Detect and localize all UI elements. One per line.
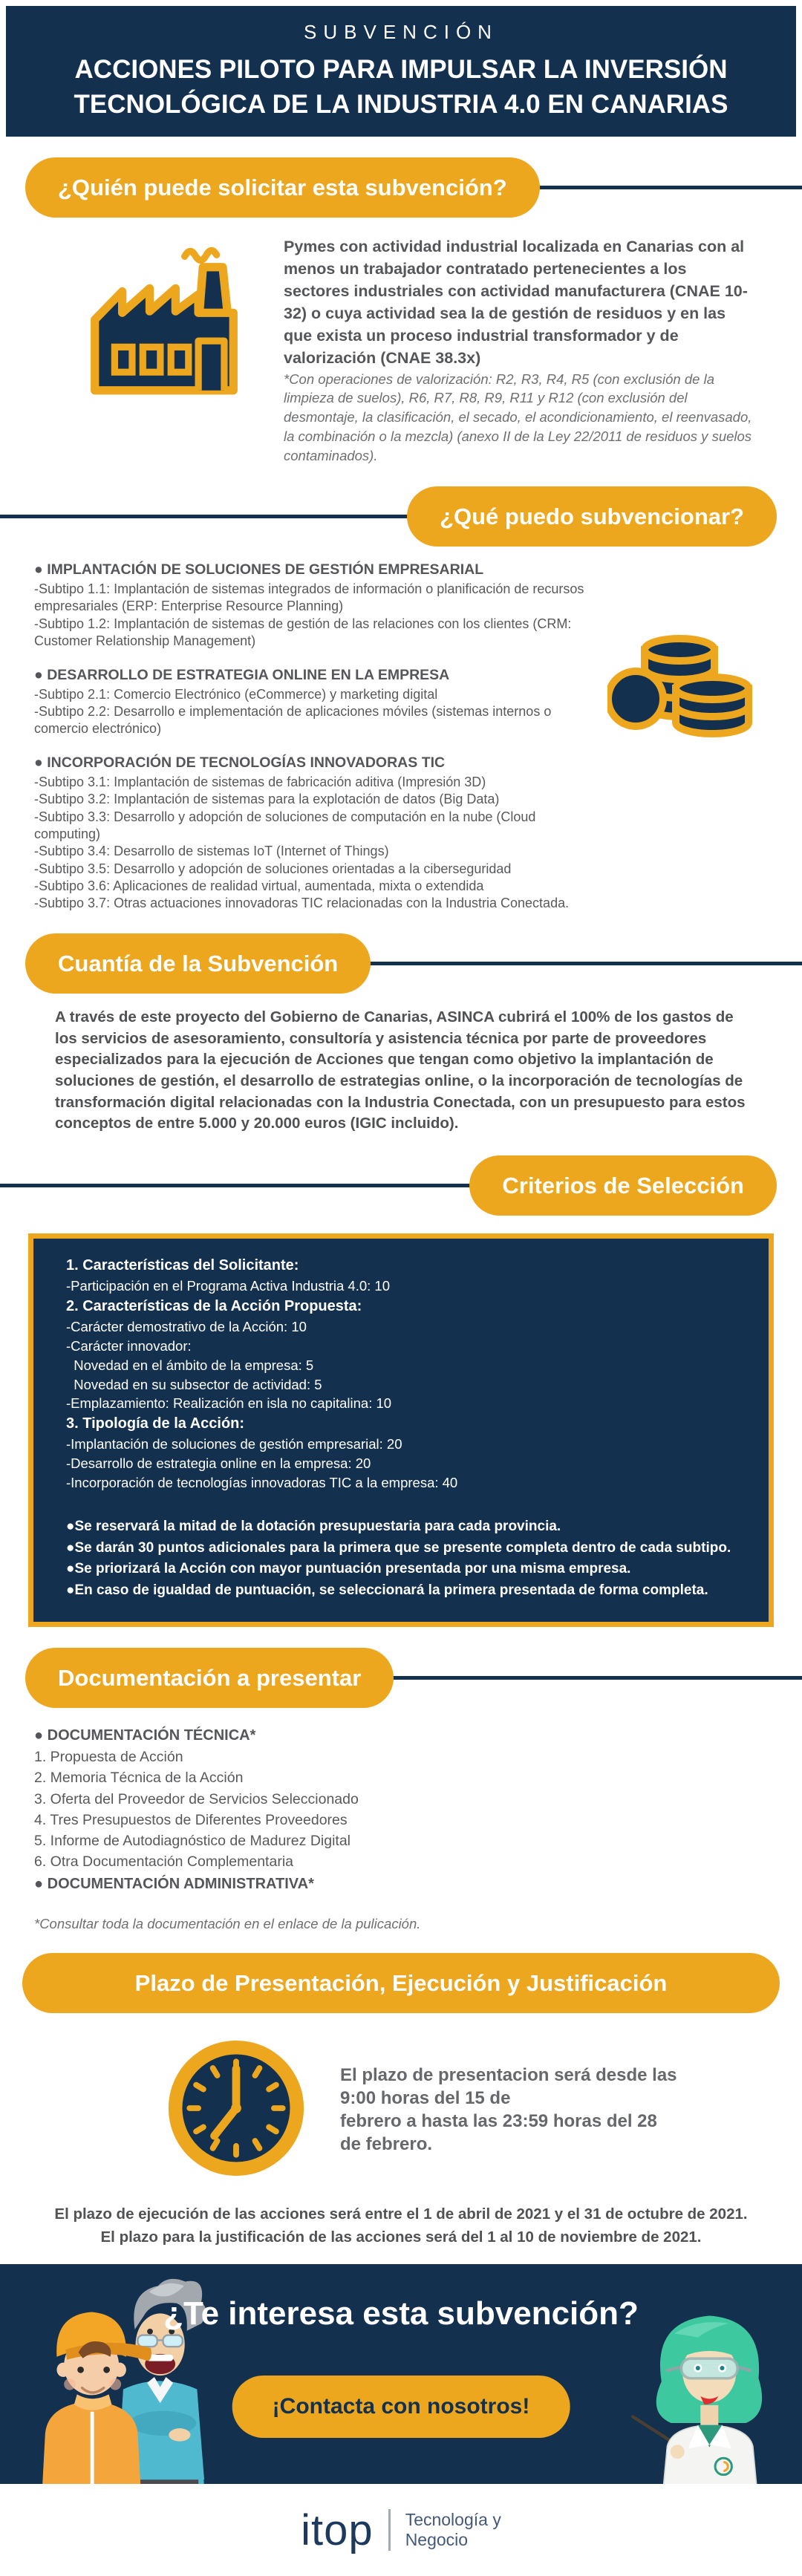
logo-tagline-line2: Negocio xyxy=(405,2530,469,2550)
header-rule xyxy=(519,186,802,189)
cta-section xyxy=(0,2264,802,2484)
list-item: -Subtipo 2.1: Comercio Electrónico (eCommerce) y marketing digital xyxy=(34,686,438,702)
criteria-item: -Implantación de soluciones de gestión empresarial: 20 xyxy=(66,1436,402,1452)
list-item: -Subtipo 3.2: Implantación de sistemas para la explotación de datos (Big Data) xyxy=(34,792,500,807)
amount-paragraph: A través de este proyecto del Gobierno de Canarias, ASINCA cubrirá el 100% de los gastos de los servicios de asesoramiento, consultoría y asistencia técnica por parte de proveedores especializados para la ejecución de Acciones que tengan como objetivo la implantación de soluciones de gestión, el desarrollo de estrategias online, o la incorporación de tecnologías de transformación digital relacionadas con la Industria Conectada, con un presupuesto para estos conceptos de entre 5.000 y 20.000 euros (IGIC incluido). xyxy=(55,1008,746,1132)
deadline-content xyxy=(0,2013,802,2185)
criteria-item: -Participación en el Programa Activa Industria 4.0: 10 xyxy=(66,1278,391,1294)
header-rule xyxy=(373,1676,802,1680)
subsidy-group-heading: ● INCORPORACIÓN DE TECNOLOGÍAS INNOVADORAS TIC xyxy=(34,754,446,771)
list-item: 3. Oferta del Proveedor de Servicios Seleccionado xyxy=(34,1790,359,1807)
section-header-docs xyxy=(0,1648,802,1708)
section-criteria xyxy=(0,1155,802,1627)
deadline-footer-line: El plazo de ejecución de las acciones será entre el 1 de abril de 2021 y el 31 de octubre de 2021. xyxy=(54,2205,748,2223)
page-title: ACCIONES PILOTO PARA IMPULSAR LA INVERSIÓN TECNOLÓGICA DE LA INDUSTRIA 4.0 EN CANARIAS xyxy=(74,55,728,119)
criteria-item: -Emplazamiento: Realización en isla no capitalina: 10 xyxy=(66,1395,392,1412)
criteria-item: -Carácter demostrativo de la Acción: 10 xyxy=(66,1318,307,1334)
header-rule xyxy=(350,962,802,965)
section-title-what: ¿Qué puedo subvencionar? xyxy=(407,486,777,547)
criteria-bullet: ●Se priorizará la Acción con mayor puntuación presentada por una misma empresa. xyxy=(66,1561,631,1577)
section-title-who: ¿Quién puede solicitar esta subvención? xyxy=(25,157,540,218)
list-item: 4. Tres Presupuestos de Diferentes Proveedores xyxy=(34,1811,348,1828)
subsidy-group-heading: ● DESARROLLO DE ESTRATEGIA ONLINE EN LA EMPRESA xyxy=(34,666,450,683)
who-content xyxy=(0,218,802,466)
itop-logo: itop xyxy=(301,2505,374,2554)
header-rule xyxy=(0,1184,490,1187)
criteria-bullet: ●En caso de igualdad de puntuación, se seleccionará la primera presentada de forma completa. xyxy=(66,1582,708,1598)
who-text-block xyxy=(284,235,754,466)
criteria-bullets xyxy=(66,1516,736,1601)
logo-divider xyxy=(388,2509,391,2551)
list-item: -Subtipo 3.6: Aplicaciones de realidad virtual, aumentada, mixta o extendida xyxy=(34,878,484,894)
list-item: -Subtipo 1.1: Implantación de sistemas integrados de información o planificación de recursos empresariales (ERP: Enterprise Resource Planning) xyxy=(34,581,584,614)
deadline-footer-line: El plazo para la justificación de las acciones será del 1 al 10 de noviembre de 2021. xyxy=(100,2228,702,2246)
criteria-heading: 2. Características de la Acción Propuesta: xyxy=(66,1297,362,1314)
deadline-line: de febrero. xyxy=(340,2134,433,2155)
contact-button[interactable]: ¡Contacta con nosotros! xyxy=(232,2376,570,2438)
header-rule xyxy=(0,515,428,518)
coins-icon xyxy=(607,620,756,746)
list-item: -Subtipo 3.3: Desarrollo y adopción de soluciones de computación en la nube (Cloud computing) xyxy=(34,809,536,841)
criteria-heading: 3. Tipología de la Acción: xyxy=(66,1415,245,1432)
section-header-criteria xyxy=(0,1155,802,1216)
list-item: -Subtipo 1.2: Implantación de sistemas de gestión de las relaciones con los clientes (CRM: Customer Relationship Management) xyxy=(34,616,572,649)
section-deadline xyxy=(0,1953,802,2250)
deadline-line: febrero a hasta las 23:59 horas del 28 xyxy=(340,2111,657,2132)
deadline-line: El plazo de presentacion será desde las xyxy=(340,2064,677,2085)
criteria-item: Novedad en su subsector de actividad: 5 xyxy=(66,1376,322,1392)
subsidy-group xyxy=(34,667,587,738)
list-item: -Subtipo 3.7: Otras actuaciones innovadoras TIC relacionadas con la Industria Conectada. xyxy=(34,896,570,911)
criteria-item: Novedad en el ámbito de la empresa: 5 xyxy=(66,1357,314,1373)
list-item: 5. Informe de Autodiagnóstico de Madurez Digital xyxy=(34,1833,351,1850)
smoke-squiggle-icon xyxy=(185,250,217,260)
section-header-deadline xyxy=(0,1953,802,2013)
who-note: *Con operaciones de valorización: R2, R3, R4, R5 (con exclusión de la limpieza de suelos), R6, R7, R8, R9, R11 y R12 (con exclusión del desmontaje, la clasificación, el secado, el acondicionamiento, el reenvasado, la combinación o la mezcla) (anexo II de la Ley 22/2011 de residuos y suelos contaminados). xyxy=(284,371,752,464)
list-item: 6. Otra Documentación Complementaria xyxy=(34,1853,293,1871)
section-header-amount xyxy=(0,933,802,994)
deadline-text xyxy=(340,2064,677,2156)
section-header-who xyxy=(0,157,802,218)
section-title-amount: Cuantía de la Subvención xyxy=(25,933,371,994)
criteria-item: -Desarrollo de estrategia online en la empresa: 20 xyxy=(66,1455,371,1472)
docs-tech-heading: ● DOCUMENTACIÓN TÉCNICA* xyxy=(34,1727,256,1744)
footer xyxy=(0,2484,802,2576)
section-title-docs: Documentación a presentar xyxy=(25,1648,394,1708)
logo-tagline xyxy=(405,2510,501,2550)
criteria-bullet: ●Se darán 30 puntos adicionales para la primera que se presente completa dentro de cada subtipo. xyxy=(66,1539,731,1556)
criteria-item: -Carácter innovador: xyxy=(66,1337,192,1354)
top-banner xyxy=(6,6,796,137)
subsidy-group xyxy=(34,754,587,913)
section-what xyxy=(0,486,802,913)
deadline-footer xyxy=(0,2202,802,2250)
list-item: -Subtipo 3.4: Desarrollo de sistemas IoT (Internet of Things) xyxy=(34,844,389,859)
deadline-line: 9:00 horas del 15 de xyxy=(340,2087,511,2108)
list-item: -Subtipo 3.5: Desarrollo y adopción de soluciones orientadas a la ciberseguridad xyxy=(34,861,512,876)
criteria-bullet: ●Se reservará la mitad de la dotación presupuestaria para cada provincia. xyxy=(66,1519,561,1535)
logo-tagline-line1: Tecnología y xyxy=(405,2510,501,2530)
docs-note: *Consultar toda la documentación en el enlace de la pulicación. xyxy=(34,1915,421,1931)
criteria-item: -Incorporación de tecnologías innovadoras TIC a la empresa: 40 xyxy=(66,1475,458,1491)
section-title-criteria: Criterios de Selección xyxy=(469,1155,777,1216)
list-item: 1. Propuesta de Acción xyxy=(34,1749,183,1766)
section-title-deadline: Plazo de Presentación, Ejecución y Justificación xyxy=(22,1953,780,2013)
list-item: 2. Memoria Técnica de la Acción xyxy=(34,1770,244,1787)
list-item: -Subtipo 2.2: Desarrollo e implementación de aplicaciones móviles (sistemas internos o comercio electrónico) xyxy=(34,703,552,737)
cta-question: ¿Te interesa esta subvención? xyxy=(163,2295,639,2332)
criteria-heading: 1. Características del Solicitante: xyxy=(66,1257,299,1274)
section-docs xyxy=(0,1648,802,1932)
scientist-illustration xyxy=(613,2295,799,2484)
docs-list xyxy=(0,1708,802,1895)
subsidy-group xyxy=(34,561,587,650)
banner-eyebrow: SUBVENCIÓN xyxy=(304,21,498,44)
list-item: -Subtipo 3.1: Implantación de sistemas de fabricación aditiva (Impresión 3D) xyxy=(34,774,486,789)
clock-icon xyxy=(163,2035,309,2185)
docs-admin-heading: ● DOCUMENTACIÓN ADMINISTRATIVA* xyxy=(34,1875,314,1892)
subsidy-group-heading: ● IMPLANTACIÓN DE SOLUCIONES DE GESTIÓN EMPRESARIAL xyxy=(34,561,484,578)
criteria-box xyxy=(28,1233,774,1627)
section-header-what xyxy=(0,486,802,547)
factory-icon xyxy=(83,246,245,402)
who-paragraph: Pymes con actividad industrial localizada en Canarias con al menos un trabajador contratado pertenecientes a los sectores industriales con actividad manufacturera (CNAE 10-32) o cuya actividad sea la de gestión de residuos y en las que exista un proceso industrial transformador y de valorización (CNAE 38.3x) xyxy=(284,238,748,368)
section-who xyxy=(0,157,802,466)
section-amount xyxy=(0,933,802,1135)
